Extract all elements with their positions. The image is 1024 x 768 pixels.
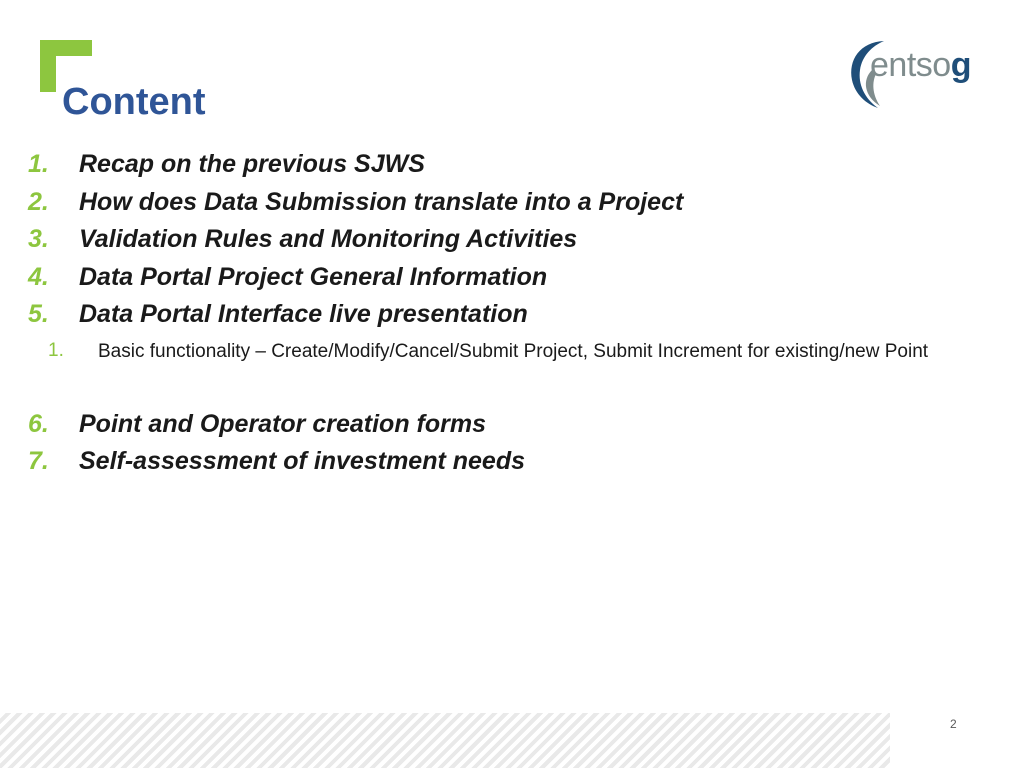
agenda-item-label: Data Portal Interface live presentation — [79, 300, 528, 328]
page-number: 2 — [950, 717, 957, 731]
agenda-item — [28, 259, 988, 297]
corner-bracket-vertical — [40, 40, 56, 92]
agenda-item-number: 4. — [28, 262, 49, 291]
agenda-item-label: Point and Operator creation forms — [79, 409, 487, 438]
footer-stripe-band — [0, 713, 890, 768]
logo-text-end: g — [950, 46, 971, 84]
agenda-item — [28, 296, 988, 334]
agenda-item-number: 6. — [28, 409, 49, 438]
agenda-item-number: 1. — [28, 150, 49, 178]
agenda-item — [28, 184, 988, 222]
agenda-subitem-number: 1. — [48, 339, 64, 361]
agenda-item-label: How does Data Submission translate into a Project — [79, 187, 684, 216]
agenda-list — [28, 146, 988, 481]
agenda-item-number: 7. — [28, 447, 49, 475]
agenda-subitem-label: Basic functionality – Create/Modify/Cancel/Submit Project, Submit Increment for existing/new Point — [98, 340, 929, 362]
logo-wordmark — [870, 45, 971, 85]
agenda-item — [28, 146, 988, 184]
agenda-item — [28, 443, 988, 481]
agenda-subitem — [28, 336, 988, 406]
agenda-item-label: Recap on the previous SJWS — [79, 150, 425, 178]
agenda-item-label: Validation Rules and Monitoring Activities — [79, 225, 578, 253]
agenda-item — [28, 406, 988, 444]
agenda-item — [28, 221, 988, 259]
agenda-item-label: Data Portal Project General Information — [79, 262, 548, 291]
agenda-item-number: 5. — [28, 300, 49, 328]
agenda-item-number: 3. — [28, 225, 49, 253]
logo-text-main: entso — [870, 46, 951, 84]
agenda-item-number: 2. — [28, 187, 49, 216]
entsog-logo — [846, 36, 986, 112]
slide-title: Content — [62, 81, 206, 123]
agenda-item-label: Self-assessment of investment needs — [79, 447, 525, 475]
